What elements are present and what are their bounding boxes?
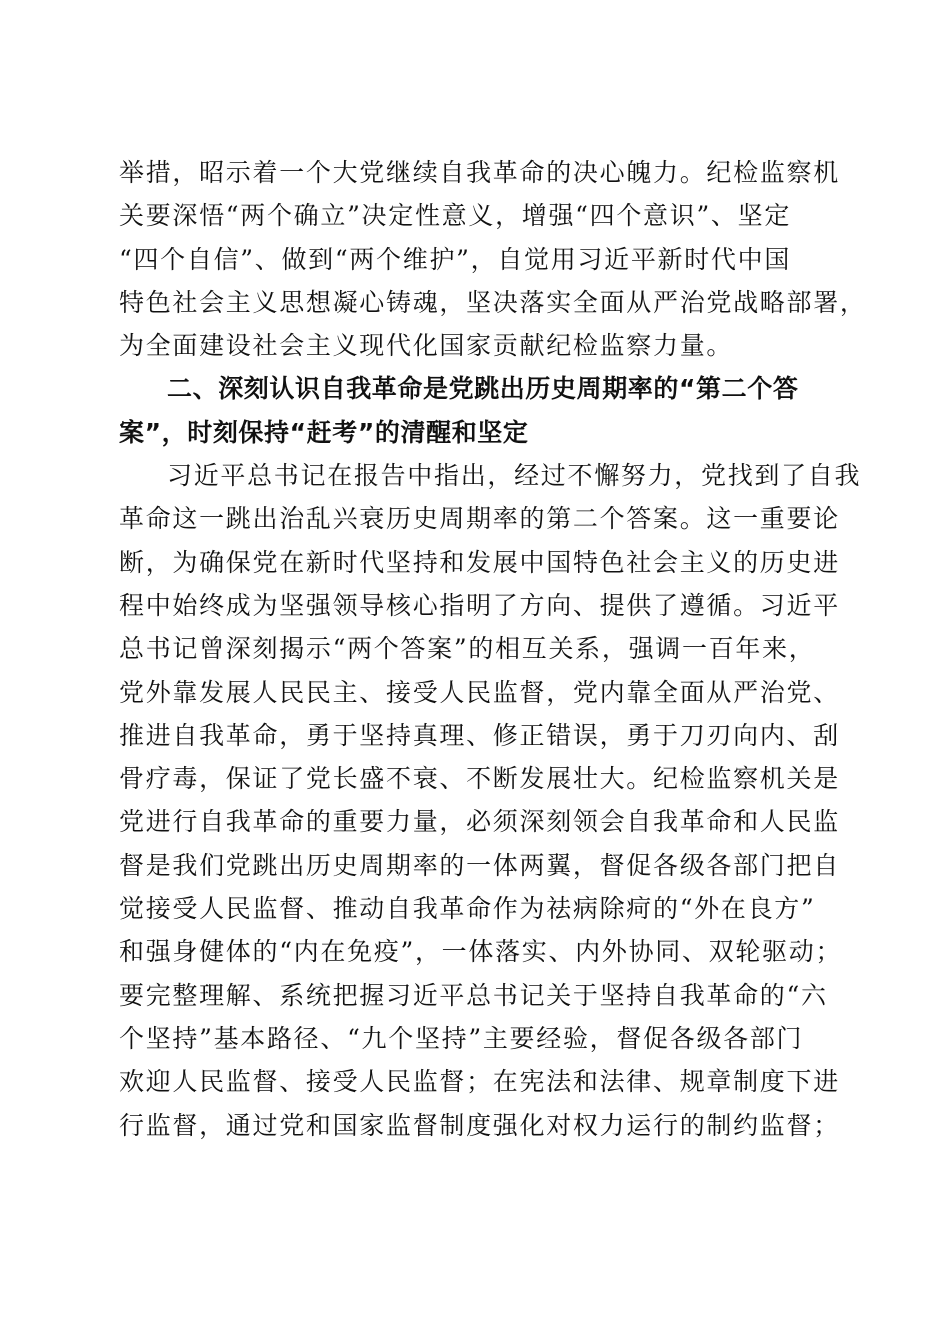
section-heading bbox=[119, 367, 834, 454]
text-line: 程中始终成为坚强领导核心指明了方向、提供了遵循。习近平 bbox=[119, 590, 840, 620]
text-line: 为全面建设社会主义现代化国家贡献纪检监察力量。 bbox=[119, 331, 734, 361]
text-line: 骨疗毒，保证了党长盛不衰、不断发展壮大。纪检监察机关是 bbox=[119, 764, 840, 794]
text-line: 欢迎人民监督、接受人民监督；在宪法和法律、规章制度下进 bbox=[119, 1067, 840, 1097]
text-line: 断，为确保党在新时代坚持和发展中国特色社会主义的历史进 bbox=[119, 547, 840, 577]
text-line: 关要深悟“两个确立”决定性意义，增强“四个意识”、坚定 bbox=[119, 201, 792, 231]
text-line: “四个自信”、做到“两个维护”，自觉用习近平新时代中国 bbox=[119, 244, 792, 274]
text-line: 要完整理解、系统把握习近平总书记关于坚持自我革命的“六 bbox=[119, 980, 828, 1010]
heading-line: 二、深刻认识自我革命是党跳出历史周期率的“第二个答 bbox=[167, 374, 799, 404]
text-line: 革命这一跳出治乱兴衰历史周期率的第二个答案。这一重要论 bbox=[119, 504, 840, 534]
text-line: 觉接受人民监督、推动自我革命作为祛病除疴的“外在良方” bbox=[119, 894, 816, 924]
text-line: 和强身健体的“内在免疫”，一体落实、内外协同、双轮驱动； bbox=[119, 937, 843, 967]
text-line: 督是我们党跳出历史周期率的一体两翼，督促各级各部门把自 bbox=[119, 850, 840, 880]
paragraph-1 bbox=[119, 151, 867, 367]
text-line: 党外靠发展人民民主、接受人民监督，党内靠全面从严治党、 bbox=[119, 677, 840, 707]
text-line: 个坚持”基本路径、“九个坚持”主要经验，督促各级各部门 bbox=[119, 1023, 804, 1053]
text-line: 党进行自我革命的重要力量，必须深刻领会自我革命和人民监 bbox=[119, 807, 840, 837]
text-line: 特色社会主义思想凝心铸魂，坚决落实全面从严治党战略部署， bbox=[119, 287, 867, 317]
document-body bbox=[119, 151, 867, 1147]
text-line: 习近平总书记在报告中指出，经过不懈努力，党找到了自我 bbox=[167, 461, 862, 491]
heading-line: 案”，时刻保持“赶考”的清醒和坚定 bbox=[119, 417, 529, 447]
text-line: 行监督，通过党和国家监督制度强化对权力运行的制约监督； bbox=[119, 1110, 840, 1140]
text-line: 举措，昭示着一个大党继续自我革命的决心魄力。纪检监察机 bbox=[119, 158, 840, 187]
paragraph-2 bbox=[119, 454, 862, 1147]
text-line: 推进自我革命，勇于坚持真理、修正错误，勇于刀刃向内、刮 bbox=[119, 720, 840, 750]
text-line: 总书记曾深刻揭示“两个答案”的相互关系，强调一百年来， bbox=[119, 634, 816, 664]
